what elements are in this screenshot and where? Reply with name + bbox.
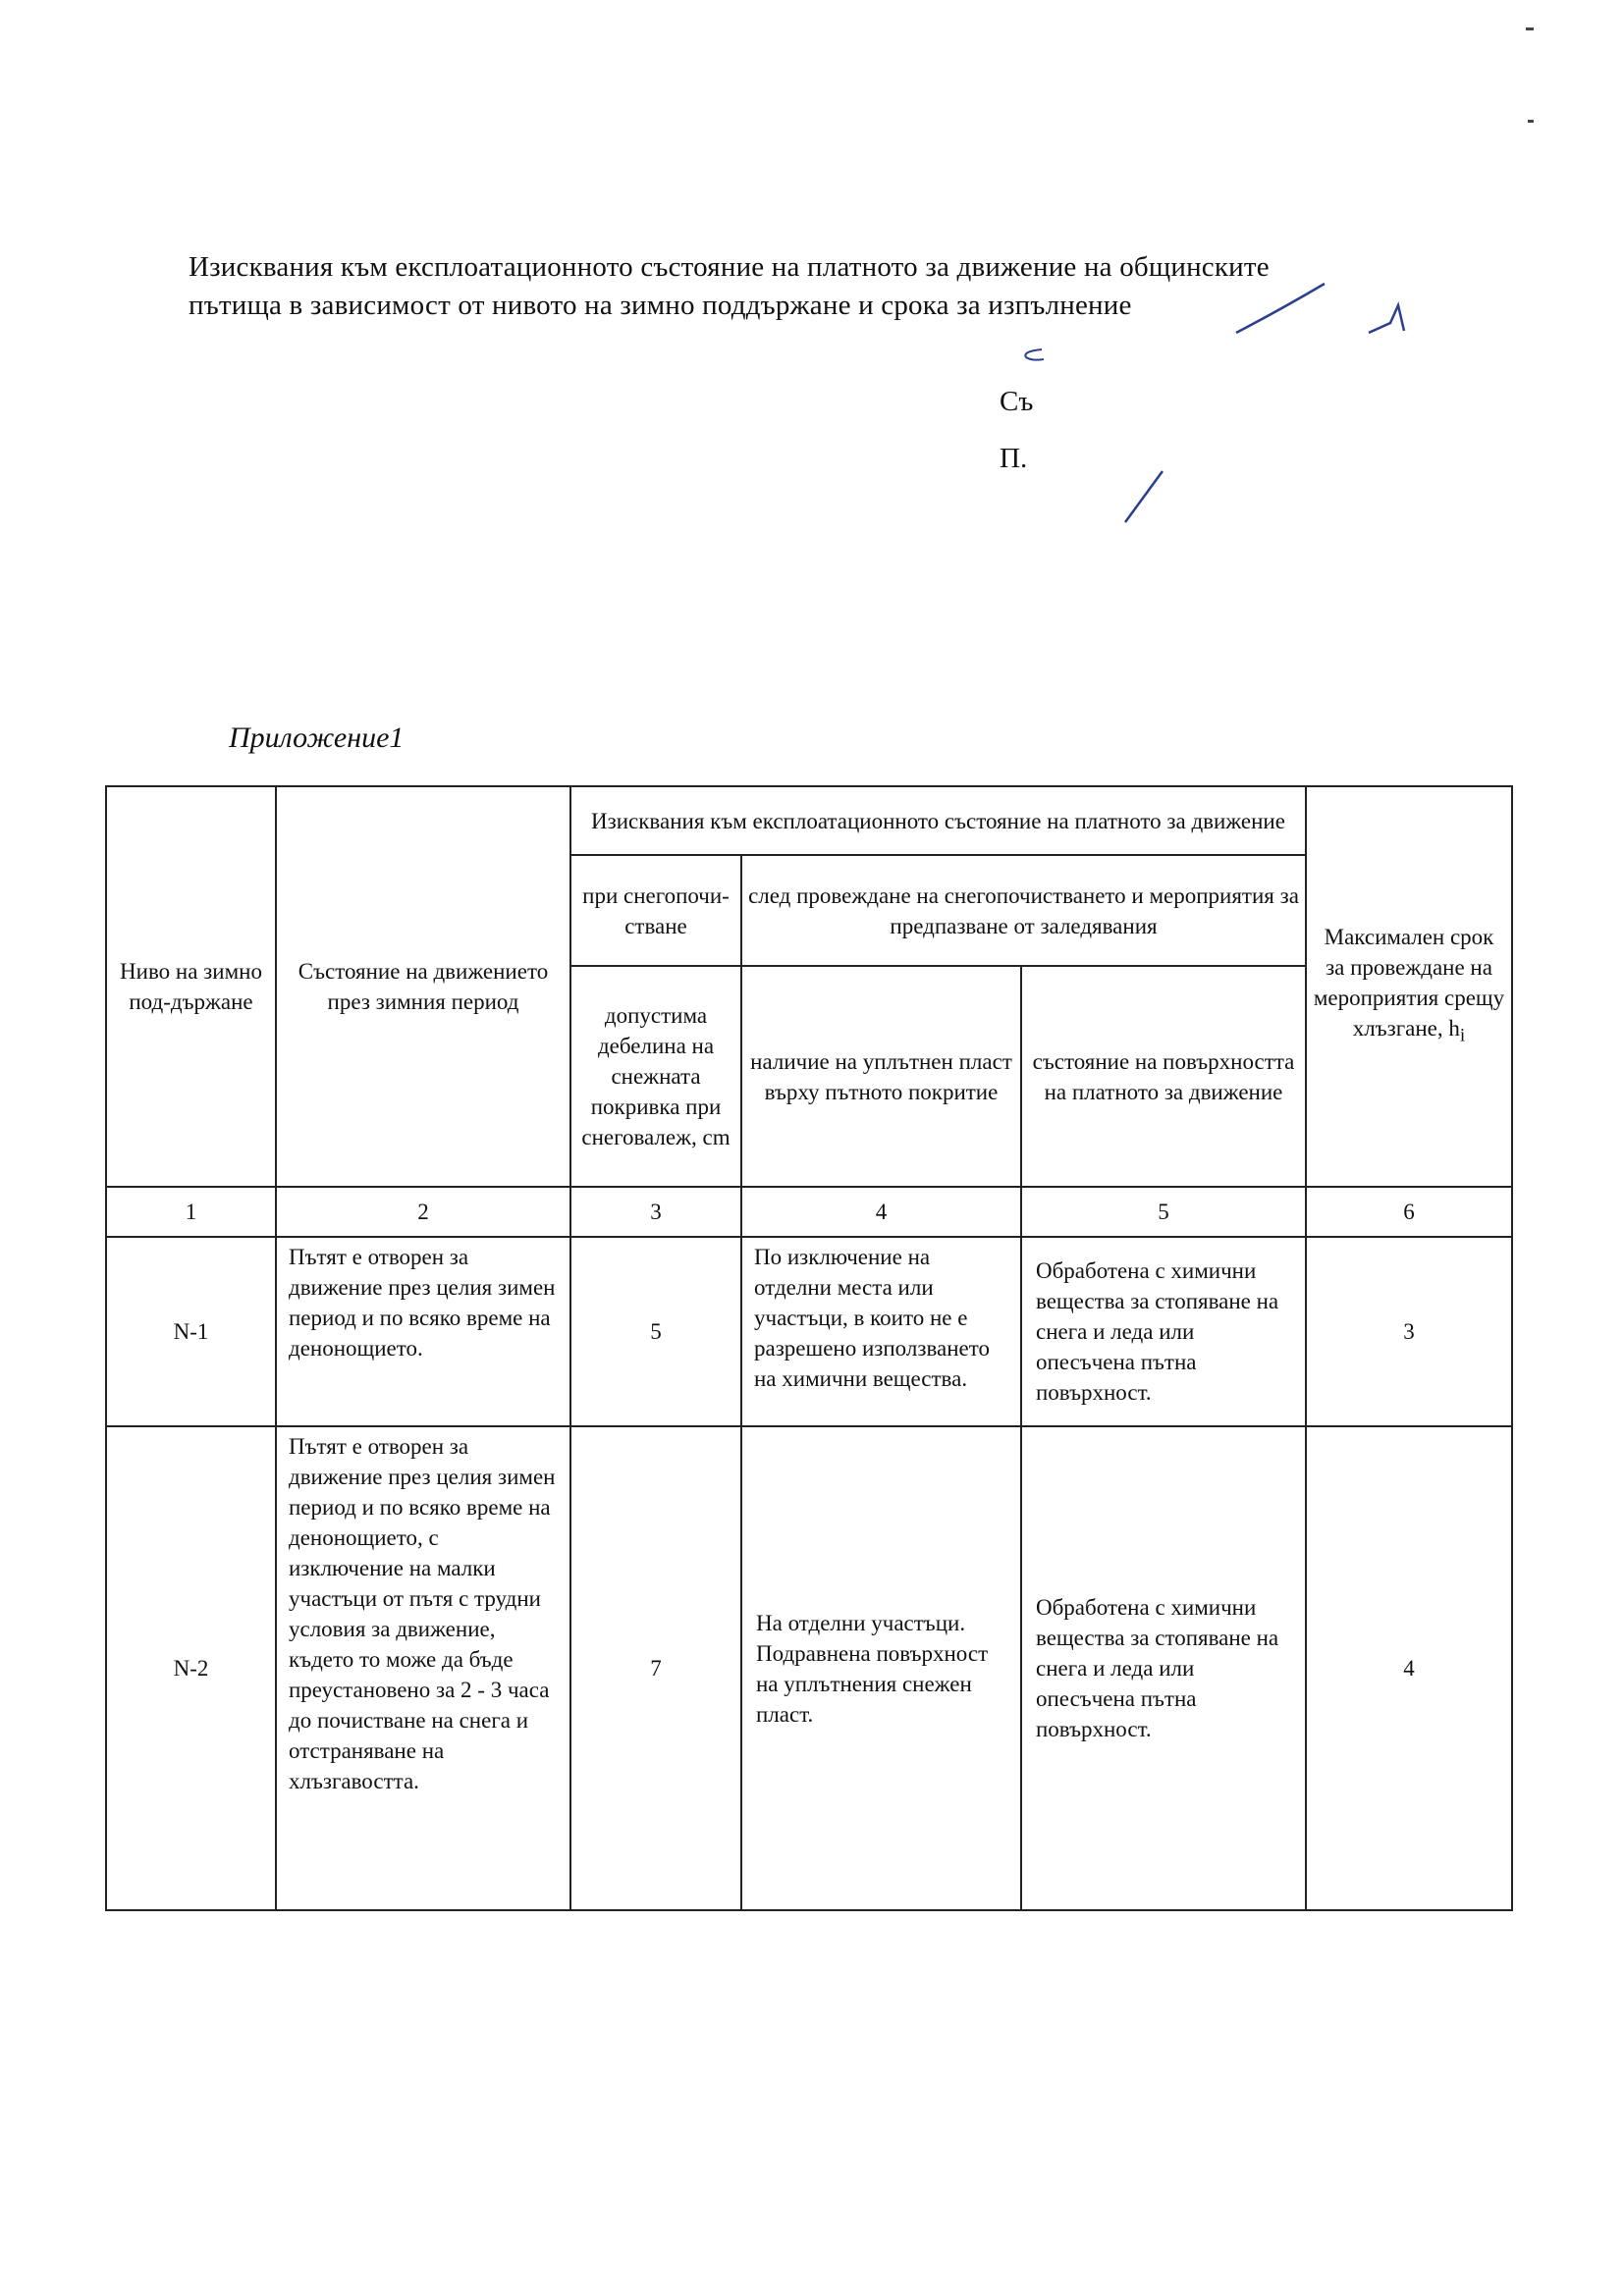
column-number-row (106, 1187, 1512, 1237)
signature-line-1: Съ (1000, 386, 1034, 417)
header-max-time-text: Максимален срок за провеждане на мероприятия срещу хлъзгане, h (1313, 925, 1505, 1041)
header-after-snow-clearing: след провеждане на снегопочистването и мероприятия за предпазване от заледявания (741, 855, 1306, 966)
scan-speck-1 (1526, 27, 1534, 32)
row-traffic-state: Пътят е отворен за движение през целия зимен период и по всяко време на денонощието, с изключение на малки участъци от пътя с трудни условия за движение, където то може да бъде преустановено за 2 - 3 часа до почистване на снега и отстраняване на хлъзгавостта. (276, 1426, 570, 1910)
heading-line-2: пътища в зависимост от нивото на зимно поддържане и срока за изпълнение (189, 290, 1132, 321)
row-level: N-2 (106, 1426, 276, 1910)
header-maintenance-level: Ниво на зимно под-държане (106, 786, 276, 1187)
row-compacted-layer: По изключение на отделни места или участъци, в които не е разрешено използването на химични вещества. (741, 1237, 1021, 1426)
column-number-2: 2 (276, 1187, 570, 1237)
row-level: N-1 (106, 1237, 276, 1426)
column-number-5: 5 (1021, 1187, 1306, 1237)
table-row (106, 1237, 1512, 1426)
scan-speck-2 (1528, 119, 1534, 124)
row-surface-state: Обработена с химични вещества за стопяване на снега и леда или опесъчена пътна повърхност. (1021, 1426, 1306, 1910)
header-requirements-group: Изисквания към експлоатационното състояние на платното за движение (570, 786, 1306, 855)
header-compacted-layer: наличие на уплътнен пласт върху пътното покритие (741, 966, 1021, 1187)
column-number-4: 4 (741, 1187, 1021, 1237)
header-traffic-state: Състояние на движението през зимния период (276, 786, 570, 1187)
pen-mark-small (1018, 346, 1048, 365)
pen-stroke-signature (1119, 467, 1168, 526)
header-during-snow-clearing: при снегопочи-стване (570, 855, 741, 966)
annex-label: Приложение1 (229, 721, 405, 754)
row-max-time: 4 (1306, 1426, 1512, 1910)
row-compacted-layer: На отделни участъци. Подравнена повърхност на уплътнения снежен пласт. (741, 1426, 1021, 1910)
pen-stroke-heading (1232, 280, 1330, 339)
signature-line-2: П. (1000, 443, 1028, 474)
header-surface-state: състояние на повърхността на платното за движение (1021, 966, 1306, 1187)
header-snow-depth: допустима дебелина на снежната покривка при снеговалеж, cm (570, 966, 741, 1187)
row-traffic-state: Пътят е отворен за движение през целия зимен период и по всяко време на денонощието. (276, 1237, 570, 1426)
pen-stroke-top-right (1365, 299, 1414, 339)
row-surface-state: Обработена с химични вещества за стопяване на снега и леда или опесъчена пътна повърхност. (1021, 1237, 1306, 1426)
column-number-1: 1 (106, 1187, 276, 1237)
row-max-time: 3 (1306, 1237, 1512, 1426)
column-number-6: 6 (1306, 1187, 1512, 1237)
column-number-3: 3 (570, 1187, 741, 1237)
table-row (106, 1426, 1512, 1910)
heading-line-1: Изисквания към експлоатационното състояние на платното за движение на общинските (189, 251, 1270, 283)
header-max-time-subscript: i (1459, 1025, 1466, 1046)
row-snow-depth: 5 (570, 1237, 741, 1426)
row-snow-depth: 7 (570, 1426, 741, 1910)
requirements-table (105, 785, 1513, 1911)
header-max-time (1306, 786, 1512, 1187)
